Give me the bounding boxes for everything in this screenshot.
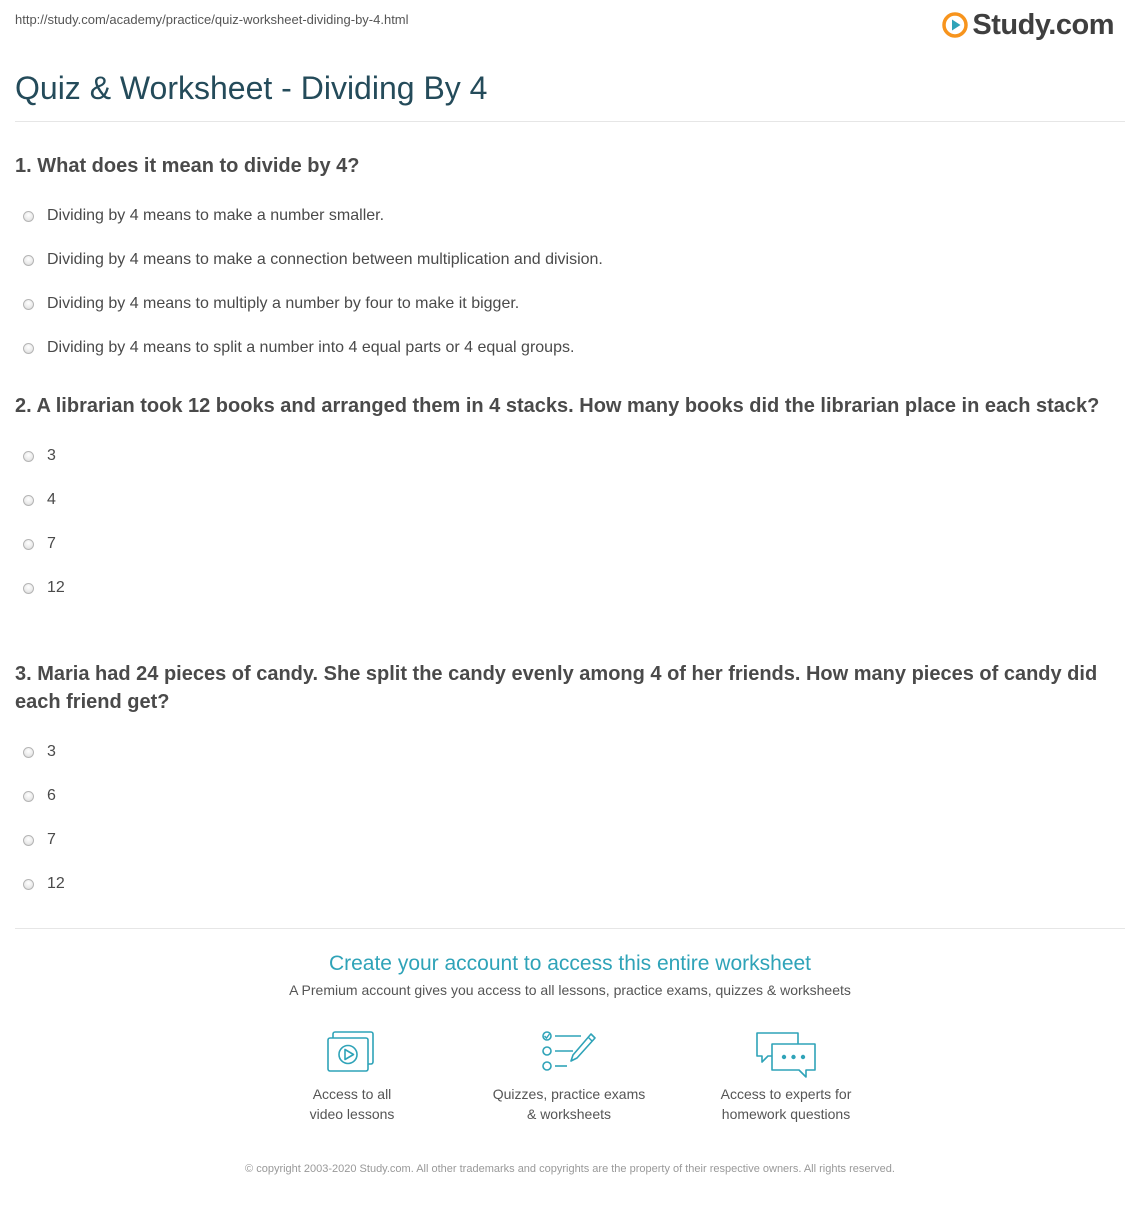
- logo-text: Study.com: [972, 8, 1114, 41]
- feature-label-line: Quizzes, practice exams: [492, 1086, 646, 1102]
- radio-button[interactable]: [23, 343, 34, 354]
- cta-title-link[interactable]: Create your account to access this entire worksheet: [328, 952, 812, 975]
- option-label: 4: [47, 491, 56, 508]
- option-label: Dividing by 4 means to multiply a number by four to make it bigger.: [47, 295, 520, 312]
- question-3: [15, 660, 1130, 906]
- page-title: Quiz & Worksheet - Dividing By 4: [15, 70, 488, 106]
- question-text: 1. What does it mean to divide by 4?: [15, 155, 360, 177]
- radio-button[interactable]: [23, 451, 34, 462]
- answer-option[interactable]: [15, 194, 1130, 238]
- footer-copyright: © copyright 2003-2020 Study.com. All other trademarks and copyrights are the property of their respective owners. All rights reserved.: [245, 1163, 895, 1175]
- question-2: [15, 392, 1130, 610]
- answer-options: [15, 730, 1130, 906]
- option-label: 3: [47, 743, 56, 760]
- option-label: Dividing by 4 means to split a number into 4 equal parts or 4 equal groups.: [47, 339, 575, 356]
- video-lessons-icon: [252, 1030, 452, 1074]
- answer-options: [15, 434, 1130, 610]
- answer-option[interactable]: [15, 566, 1130, 610]
- radio-button[interactable]: [23, 747, 34, 758]
- study-logo[interactable]: [942, 8, 1114, 42]
- option-label: 3: [47, 447, 56, 464]
- option-label: 12: [47, 579, 65, 596]
- answer-option[interactable]: [15, 282, 1130, 326]
- radio-button[interactable]: [23, 791, 34, 802]
- answer-option[interactable]: [15, 326, 1130, 370]
- answer-option[interactable]: [15, 774, 1130, 818]
- feature-label-line: video lessons: [309, 1106, 395, 1122]
- radio-button[interactable]: [23, 879, 34, 890]
- answer-option[interactable]: [15, 862, 1130, 906]
- radio-button[interactable]: [23, 299, 34, 310]
- question-text: 2. A librarian took 12 books and arranged them in 4 stacks. How many books did the librarian place in each stack?: [15, 395, 1100, 417]
- feature-video-lessons: [252, 1030, 452, 1124]
- question-1: [15, 152, 1130, 370]
- answer-option[interactable]: [15, 238, 1130, 282]
- option-label: 7: [47, 831, 56, 848]
- radio-button[interactable]: [23, 835, 34, 846]
- feature-experts: [686, 1030, 886, 1124]
- page-url: http://study.com/academy/practice/quiz-worksheet-dividing-by-4.html: [15, 12, 409, 27]
- answer-option[interactable]: [15, 434, 1130, 478]
- cta-divider: [15, 928, 1125, 929]
- cta-subtitle: A Premium account gives you access to all lessons, practice exams, quizzes & worksheets: [289, 982, 851, 998]
- radio-button[interactable]: [23, 495, 34, 506]
- answer-options: [15, 194, 1130, 370]
- title-divider: [15, 121, 1125, 122]
- answer-option[interactable]: [15, 730, 1130, 774]
- option-label: Dividing by 4 means to make a number smaller.: [47, 207, 385, 224]
- feature-quizzes: [469, 1030, 669, 1124]
- radio-button[interactable]: [23, 539, 34, 550]
- feature-label-line: homework questions: [721, 1106, 851, 1122]
- answer-option[interactable]: [15, 818, 1130, 862]
- answer-option[interactable]: [15, 478, 1130, 522]
- question-text: 3. Maria had 24 pieces of candy. She split the candy evenly among 4 of her friends. How many pieces of candy did each friend get?: [15, 663, 1098, 713]
- option-label: 6: [47, 787, 56, 804]
- feature-label-line: & worksheets: [526, 1106, 612, 1122]
- radio-button[interactable]: [23, 583, 34, 594]
- play-circle-icon: [942, 12, 968, 38]
- radio-button[interactable]: [23, 255, 34, 266]
- option-label: Dividing by 4 means to make a connection between multiplication and division.: [47, 251, 603, 268]
- quiz-checklist-icon: [469, 1030, 669, 1074]
- answer-option[interactable]: [15, 522, 1130, 566]
- radio-button[interactable]: [23, 211, 34, 222]
- feature-label-line: Access to all: [312, 1086, 392, 1102]
- option-label: 7: [47, 535, 56, 552]
- option-label: 12: [47, 875, 65, 892]
- feature-label-line: Access to experts for: [720, 1086, 852, 1102]
- chat-bubbles-icon: [686, 1030, 886, 1080]
